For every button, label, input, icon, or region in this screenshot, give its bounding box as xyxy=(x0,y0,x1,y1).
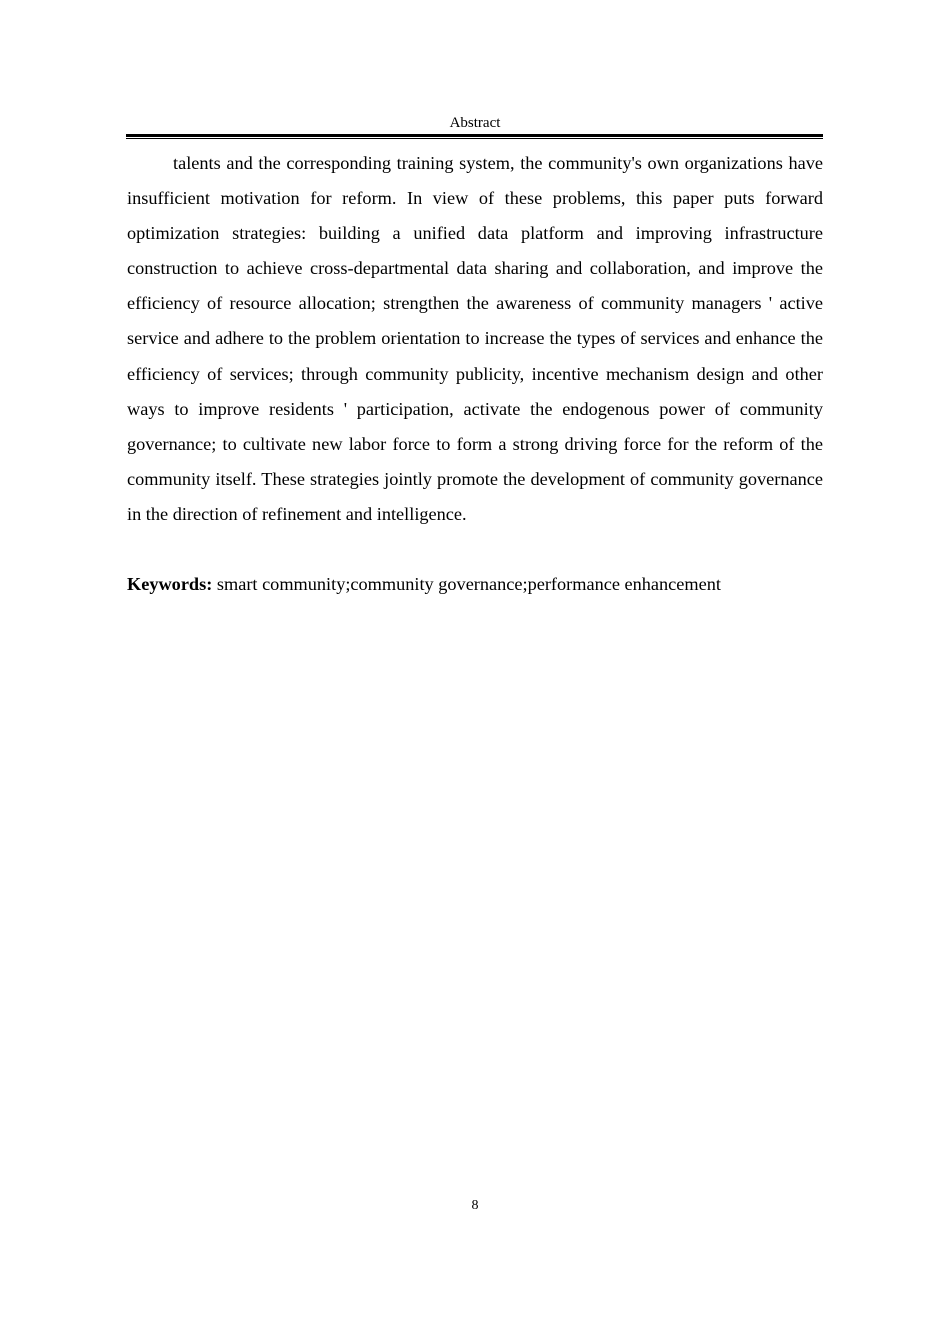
running-header: Abstract xyxy=(449,115,501,131)
keywords-label: Keywords: xyxy=(127,574,213,594)
header-rule-thin xyxy=(126,138,823,139)
abstract-paragraph: talents and the corresponding training system, the community's own organizations have insufficient motivation for reform. In view of these problems, this paper puts forward optimization strategies: building a unified data platform and improving infrastructure construction to achieve cross-departmental data sharing and collaboration, and improve the efficiency of resource allocation; strengthen the awareness of community managers ' active service and adhere to the problem orientation to increase the types of services and enhance the efficiency of services; through community publicity, incentive mechanism design and other ways to improve residents ' participation, activate the endogenous power of community governance; to cultivate new labor force to form a strong driving force for the reform of the community itself. These strategies jointly promote the development of community governance in the direction of refinement and intelligence. xyxy=(127,153,823,524)
header-rule-thick xyxy=(126,134,823,137)
keywords-line xyxy=(127,567,823,602)
page-number: 8 xyxy=(471,1198,479,1213)
keywords-text: smart community;community governance;performance enhancement xyxy=(212,574,721,594)
